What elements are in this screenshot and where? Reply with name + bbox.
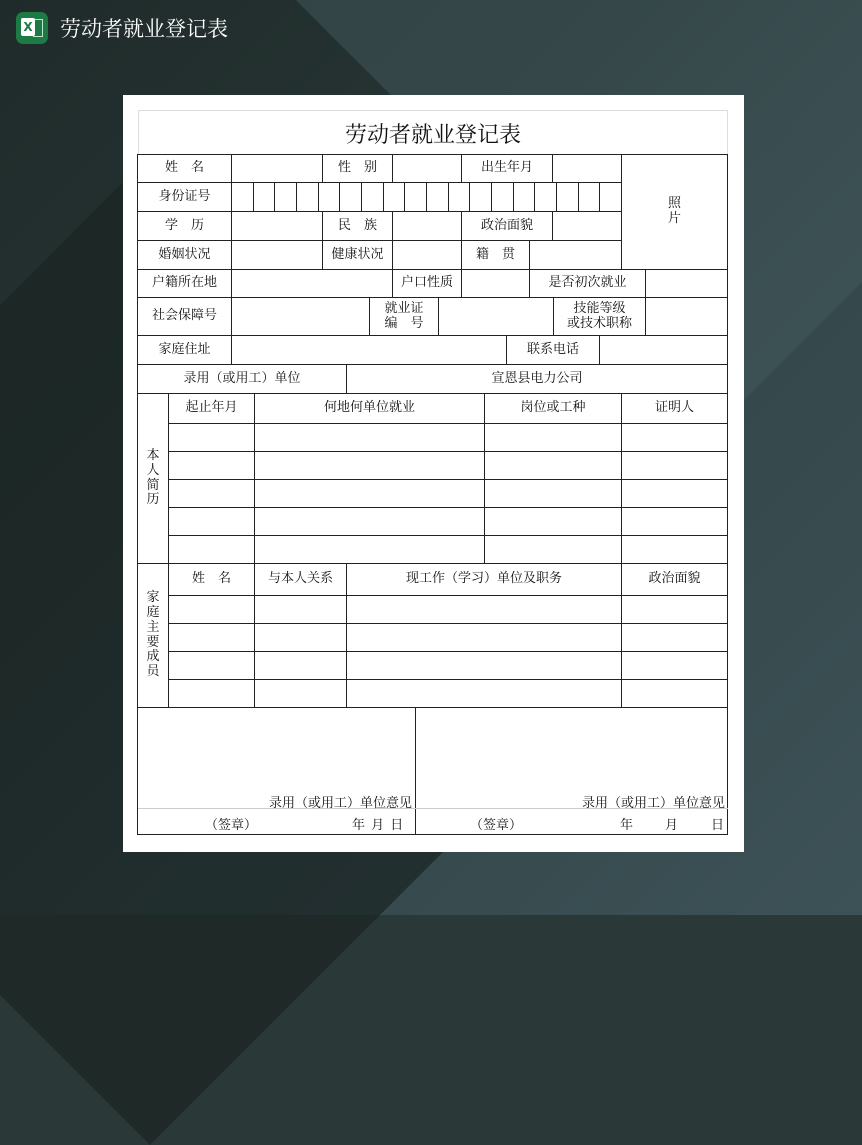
family-header: 姓 名 xyxy=(168,563,255,596)
label-resume: 本 人 简 历 xyxy=(137,393,169,564)
input-household-loc[interactable] xyxy=(231,269,393,298)
family-cell[interactable] xyxy=(254,623,347,652)
family-cell[interactable] xyxy=(346,651,622,680)
date-right-year: 年 xyxy=(620,818,634,833)
resume-cell[interactable] xyxy=(484,479,622,508)
seal-left: （签章） xyxy=(205,818,258,833)
label-family: 家 庭 主 要 成 员 xyxy=(137,563,169,708)
label-health: 健康状况 xyxy=(322,240,393,270)
input-skill[interactable] xyxy=(645,297,728,336)
id-digit-box[interactable] xyxy=(296,182,319,212)
label-employer: 录用（或用工）单位 xyxy=(137,364,347,394)
id-digit-box[interactable] xyxy=(361,182,384,212)
resume-cell[interactable] xyxy=(254,535,485,564)
id-digit-box[interactable] xyxy=(448,182,471,212)
date-left: 年 月 日 xyxy=(352,818,404,833)
label-household-loc: 户籍所在地 xyxy=(137,269,232,298)
label-id: 身份证号 xyxy=(137,182,232,212)
label-political: 政治面貌 xyxy=(461,211,553,241)
family-cell[interactable] xyxy=(346,595,622,624)
input-social-security[interactable] xyxy=(231,297,370,336)
family-header: 政治面貌 xyxy=(621,563,728,596)
label-skill: 技能等级 或技术职称 xyxy=(553,297,646,336)
input-gender[interactable] xyxy=(392,154,462,183)
resume-cell[interactable] xyxy=(484,451,622,480)
resume-cell[interactable] xyxy=(621,535,728,564)
opinion-right-label: 录用（或用工）单位意见 xyxy=(581,796,725,811)
opinion-right-box[interactable] xyxy=(415,707,728,835)
input-name[interactable] xyxy=(231,154,323,183)
resume-cell[interactable] xyxy=(168,535,255,564)
label-household-type: 户口性质 xyxy=(392,269,462,298)
label-address: 家庭住址 xyxy=(137,335,232,365)
label-ethnicity: 民 族 xyxy=(322,211,393,241)
id-digit-box[interactable] xyxy=(469,182,492,212)
resume-cell[interactable] xyxy=(621,507,728,536)
id-digit-box[interactable] xyxy=(491,182,514,212)
id-digit-box[interactable] xyxy=(426,182,449,212)
resume-cell[interactable] xyxy=(621,479,728,508)
family-cell[interactable] xyxy=(621,679,728,708)
family-header: 现工作（学习）单位及职务 xyxy=(346,563,622,596)
label-education: 学 历 xyxy=(137,211,232,241)
resume-cell[interactable] xyxy=(168,423,255,452)
resume-cell[interactable] xyxy=(168,507,255,536)
label-first-job: 是否初次就业 xyxy=(529,269,646,298)
input-political[interactable] xyxy=(552,211,622,241)
resume-cell[interactable] xyxy=(621,451,728,480)
label-birth: 出生年月 xyxy=(461,154,553,183)
family-cell[interactable] xyxy=(254,679,347,708)
resume-header: 何地何单位就业 xyxy=(254,393,485,424)
label-gender: 性 别 xyxy=(322,154,393,183)
input-marital[interactable] xyxy=(231,240,323,270)
family-cell[interactable] xyxy=(621,595,728,624)
id-digit-box[interactable] xyxy=(578,182,601,212)
date-right-month: 月 xyxy=(665,818,679,833)
input-education[interactable] xyxy=(231,211,323,241)
resume-cell[interactable] xyxy=(254,507,485,536)
id-digit-box[interactable] xyxy=(318,182,341,212)
seal-right: （签章） xyxy=(470,818,523,833)
id-digit-box[interactable] xyxy=(253,182,276,212)
family-cell[interactable] xyxy=(254,651,347,680)
family-cell[interactable] xyxy=(168,679,255,708)
date-right-day: 日 xyxy=(711,818,725,833)
family-cell[interactable] xyxy=(346,623,622,652)
resume-cell[interactable] xyxy=(168,451,255,480)
id-digit-box[interactable] xyxy=(534,182,557,212)
label-social-security: 社会保障号 xyxy=(137,297,232,336)
id-digit-box[interactable] xyxy=(231,182,254,212)
resume-cell[interactable] xyxy=(254,479,485,508)
resume-header: 证明人 xyxy=(621,393,728,424)
resume-cell[interactable] xyxy=(254,451,485,480)
input-health[interactable] xyxy=(392,240,462,270)
input-first-job[interactable] xyxy=(645,269,728,298)
input-address[interactable] xyxy=(231,335,507,365)
family-cell[interactable] xyxy=(168,595,255,624)
label-employment-cert: 就业证 编 号 xyxy=(369,297,439,336)
family-header: 与本人关系 xyxy=(254,563,347,596)
resume-cell[interactable] xyxy=(621,423,728,452)
input-native[interactable] xyxy=(529,240,622,270)
id-digit-box[interactable] xyxy=(274,182,297,212)
family-cell[interactable] xyxy=(621,623,728,652)
id-digit-box[interactable] xyxy=(404,182,427,212)
id-digit-box[interactable] xyxy=(383,182,406,212)
opinion-left-label: 录用（或用工）单位意见 xyxy=(268,796,412,811)
label-marital: 婚姻状况 xyxy=(137,240,232,270)
family-cell[interactable] xyxy=(621,651,728,680)
id-digit-box[interactable] xyxy=(556,182,579,212)
form-title: 劳动者就业登记表 xyxy=(138,110,728,155)
resume-cell[interactable] xyxy=(484,507,622,536)
input-household-type[interactable] xyxy=(461,269,530,298)
id-digit-box[interactable] xyxy=(339,182,362,212)
id-digit-box[interactable] xyxy=(513,182,536,212)
label-phone: 联系电话 xyxy=(506,335,600,365)
resume-header: 起止年月 xyxy=(168,393,255,424)
resume-header: 岗位或工种 xyxy=(484,393,622,424)
family-cell[interactable] xyxy=(168,651,255,680)
resume-cell[interactable] xyxy=(484,535,622,564)
family-cell[interactable] xyxy=(254,595,347,624)
id-digit-box[interactable] xyxy=(599,182,622,212)
label-name: 姓 名 xyxy=(137,154,232,183)
family-cell[interactable] xyxy=(168,623,255,652)
employer-value: 宣恩县电力公司 xyxy=(346,364,728,394)
family-cell[interactable] xyxy=(346,679,622,708)
input-birth[interactable] xyxy=(552,154,622,183)
input-phone[interactable] xyxy=(599,335,728,365)
resume-cell[interactable] xyxy=(254,423,485,452)
resume-cell[interactable] xyxy=(168,479,255,508)
resume-cell[interactable] xyxy=(484,423,622,452)
input-employment-cert[interactable] xyxy=(438,297,554,336)
input-ethnicity[interactable] xyxy=(392,211,462,241)
app-title: 劳动者就业登记表 xyxy=(60,17,228,41)
label-native: 籍 贯 xyxy=(461,240,530,270)
photo-box: 照 片 xyxy=(621,154,728,270)
